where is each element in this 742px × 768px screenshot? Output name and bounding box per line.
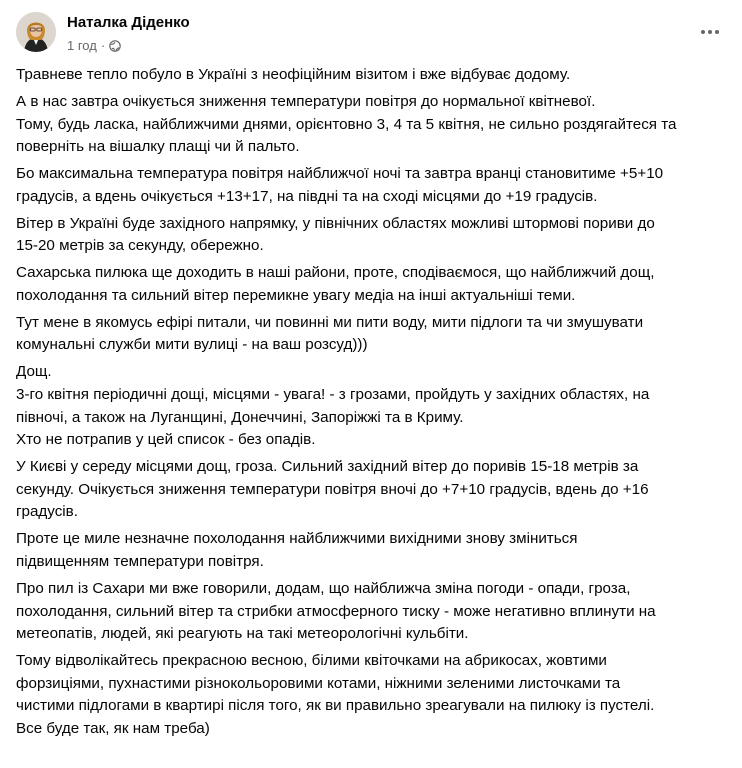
paragraph [16, 64, 728, 87]
text-line: півночі, а також на Луганщині, Донеччині, Запоріжжі та в Криму. [16, 408, 464, 426]
post-text [16, 64, 728, 745]
text-line: Дощ. [16, 363, 52, 381]
paragraph [16, 163, 728, 208]
avatar-photo-icon [16, 12, 56, 52]
text-line: градусів, а вдень очікується +13+17, на півдні та на сході місцями до +19 градусів. [16, 187, 598, 205]
paragraph [16, 213, 728, 258]
text-line: комунальні служби мити вулиці - на ваш розсуд))) [16, 336, 368, 354]
text-line: Тому, будь ласка, найближчими днями, орієнтовно 3, 4 та 5 квітня, не сильно роздягайтеся та [16, 115, 677, 133]
text-line: метеопатів, людей, які реагують на такі метеорологічні кульбіти. [16, 625, 469, 643]
author-avatar[interactable] [16, 12, 56, 52]
paragraph [16, 262, 728, 307]
post-meta [67, 38, 121, 53]
text-line: 15-20 метрів за секунду, обережно. [16, 237, 264, 255]
text-line: Проте це миле незначне похолодання найближчими вихідними знову зміниться [16, 530, 578, 548]
paragraph [16, 528, 728, 573]
paragraph [16, 456, 728, 524]
text-line: поверніть на вішалку плащі чи й пальто. [16, 138, 300, 156]
more-options-icon [701, 30, 705, 34]
text-line: Про пил із Сахари ми вже говорили, додам, що найближча зміна погоди - опади, гроза, [16, 579, 631, 597]
meta-separator: · [100, 38, 106, 53]
text-line: Травневе тепло побуло в Україні з неофіційним візитом і вже відбуває додому. [16, 66, 571, 83]
paragraph [16, 312, 728, 357]
text-line: У Києві у середу місцями дощ, гроза. Сильний західний вітер до поривів 15-18 метрів за [16, 458, 639, 476]
globe-icon[interactable] [109, 40, 121, 52]
text-line: градусів. [16, 503, 78, 521]
more-options-dot [708, 30, 712, 34]
text-line: секунду. Очікується зниження температури повітря вночі до +7+10 градусів, вдень до +16 [16, 480, 649, 498]
text-line: Бо максимальна температура повітря найближчої ночі та завтра вранці становитиме +5+10 [16, 165, 664, 183]
paragraph [16, 578, 728, 646]
post-time[interactable]: 1 год [67, 38, 97, 53]
text-line: підвищенням температури повітря. [16, 553, 264, 570]
paragraph [16, 361, 728, 451]
post-header [16, 12, 726, 60]
paragraph [16, 91, 728, 159]
text-line: Вітер в Україні буде західного напрямку, у північних областях можливі штормові пориви до [16, 214, 655, 232]
text-line: Сахарська пилюка ще доходить в наші райони, проте, сподіваємося, що найближчий дощ, [16, 264, 655, 282]
paragraph [16, 650, 728, 740]
text-line: Все буде так, як нам треба) [16, 719, 210, 737]
text-line: похолодання, сильний вітер та стрибки атмосферного тиску - може негативно вплинути на [16, 602, 656, 620]
text-line: похолодання та сильний вітер перемикне увагу медіа на інші актуальніші теми. [16, 286, 576, 304]
text-line: Тому відволікайтесь прекрасною весною, білими квіточками на абрикосах, жовтими [16, 652, 607, 670]
text-line: А в нас завтра очікується зниження температури повітря до нормальної квітневої. [16, 92, 596, 110]
text-line: 3-го квітня періодичні дощі, місцями - увага! - з грозами, пройдуть у західних областях, на [16, 386, 650, 404]
text-line: форзиціями, пухнастими різнокольоровими котами, ніжними зеленими листочками та [16, 674, 621, 692]
more-options-dot [715, 30, 719, 34]
text-line: Тут мене в якомусь ефірі питали, чи повинні ми пити воду, мити підлоги та чи змушувати [16, 313, 644, 331]
text-line: чистими підлогами в квартирі після того, як ви правильно зреагували на пилюку із пустелі. [16, 697, 655, 715]
more-options-button[interactable] [694, 16, 726, 48]
text-line: Хто не потрапив у цей список - без опадів. [16, 431, 316, 449]
author-name[interactable]: Наталка Діденко [67, 14, 190, 31]
